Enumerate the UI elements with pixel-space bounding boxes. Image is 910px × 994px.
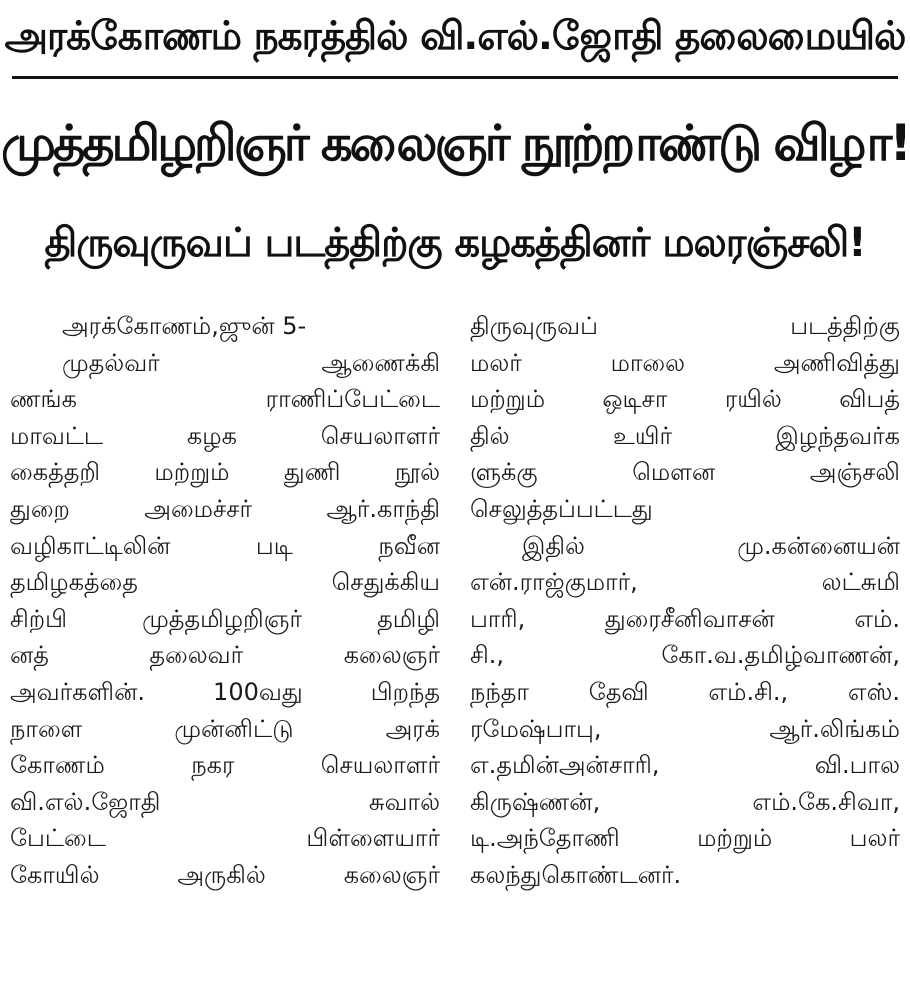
body-line: முதல்வர் ஆணைக்கி xyxy=(62,348,440,377)
body-line: னத் தலைவர் கலைஞர் xyxy=(10,641,440,670)
body-line: திருவுருவப் படத்திற்கு xyxy=(470,312,900,340)
body-line: தில் உயிர் இழந்தவர்க xyxy=(470,421,900,450)
body-line: செலுத்தப்பட்டது xyxy=(470,494,653,523)
body-line: நாளை முன்னிட்டு அரக் xyxy=(10,714,440,743)
body-line: டி.அந்தோணி மற்றும் பலர் xyxy=(470,824,900,853)
body-line: சிற்பி முத்தமிழறிஞர் தமிழி xyxy=(10,604,440,633)
body-line: மற்றும் ஒடிசா ரயில் விபத் xyxy=(470,385,900,414)
body-line: தமிழகத்தை செதுக்கிய xyxy=(10,568,440,597)
body-line: சி., கோ.வ.தமிழ்வாணன், xyxy=(470,641,900,670)
body-line: ணங்க ராணிப்பேட்டை xyxy=(10,385,440,414)
article-body-right-column xyxy=(470,308,900,894)
body-line: மலர் மாலை அணிவித்து xyxy=(470,348,900,377)
kicker-line: அரக்கோணம் நகரத்தில் வி.எல்.ஜோதி தலைமையில் xyxy=(4,14,906,59)
body-line: ரமேஷ்பாபு, ஆர்.லிங்கம் xyxy=(470,714,900,743)
body-line: மாவட்ட கழக செயலாளர் xyxy=(10,421,440,450)
article-body-left-column xyxy=(10,308,440,894)
body-line: கிருஷ்ணன், எம்.கே.சிவா, xyxy=(470,787,900,816)
body-line: கோணம் நகர செயலாளர் xyxy=(10,751,440,780)
body-line: துறை அமைச்சர் ஆர்.காந்தி xyxy=(10,494,440,523)
body-line: வி.எல்.ஜோதி சுவால் xyxy=(10,787,440,816)
headline: முத்தமிழறிஞர் கலைஞர் நூற்றாண்டு விழா! xyxy=(1,114,909,172)
body-line: கலந்துகொண்டனர். xyxy=(470,860,682,889)
body-line: கைத்தறி மற்றும் துணி நூல் xyxy=(10,458,440,487)
body-line: ளுக்கு மௌன அஞ்சலி xyxy=(470,458,900,487)
divider-rule xyxy=(12,76,898,79)
body-line: பேட்டை பிள்ளையார் xyxy=(10,824,440,853)
body-line: என்.ராஜ்குமார், லட்சுமி xyxy=(470,568,900,597)
body-line: இதில் மு.கன்னையன் xyxy=(522,531,900,560)
body-line: பாரி, துரைசீனிவாசன் எம். xyxy=(470,604,900,633)
body-line: எ.தமின்அன்சாரி, வி.பால xyxy=(470,751,900,780)
body-line: அவர்களின். 100வது பிறந்த xyxy=(10,677,440,706)
subheadline: திருவுருவப் படத்திற்கு கழகத்தினர் மலரஞ்சலி! xyxy=(44,220,866,266)
body-line: அரக்கோணம்,ஜுன் 5- xyxy=(62,312,307,340)
body-line: வழிகாட்டிலின் படி நவீன xyxy=(10,531,440,560)
body-line: நந்தா தேவி எம்.சி., எஸ். xyxy=(470,677,900,706)
body-line: கோயில் அருகில் கலைஞர் xyxy=(10,860,440,889)
